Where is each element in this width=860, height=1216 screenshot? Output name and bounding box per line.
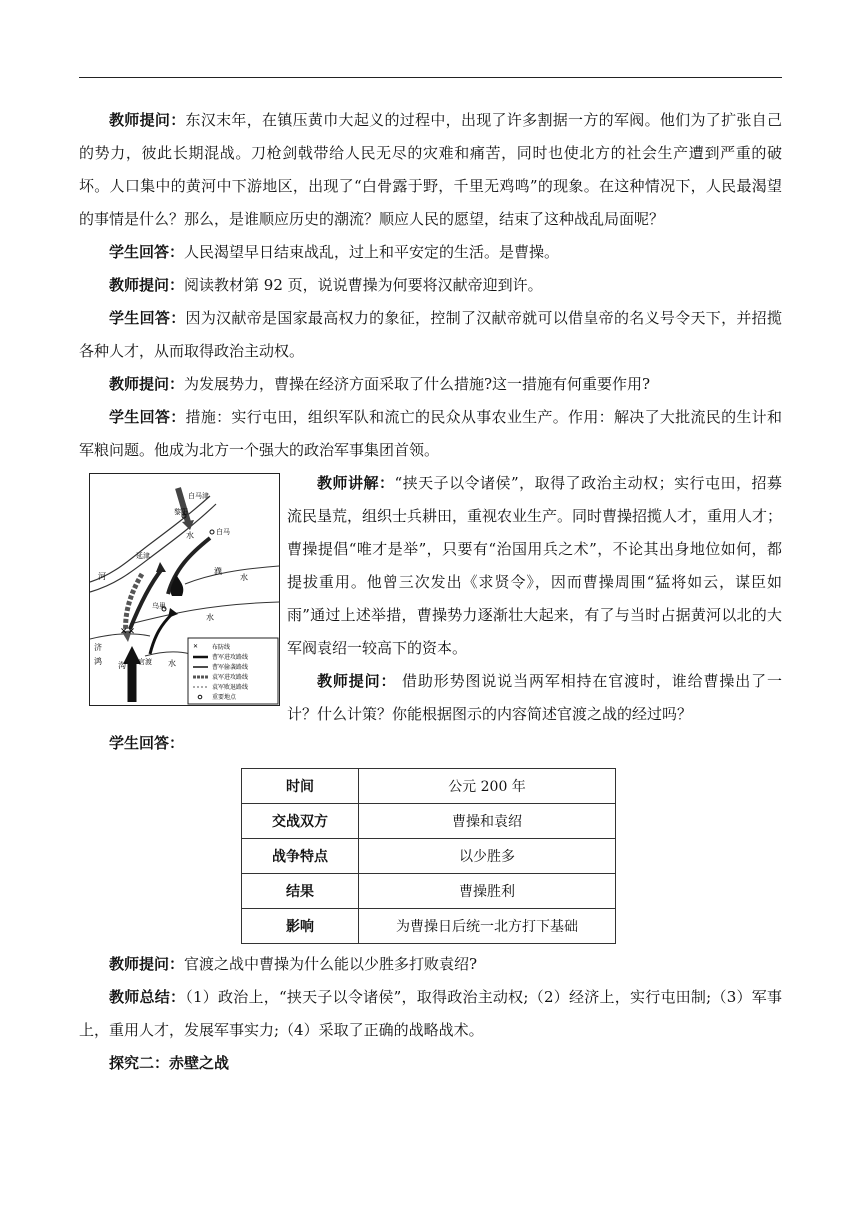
legend-item: 曹军偷袭路线 (212, 664, 249, 671)
guandu-battle-map (89, 473, 280, 706)
paragraph: 教师提问：为发展势力，曹操在经济方面采取了什么措施?这一措施有何重要作用? (109, 375, 651, 393)
paragraph: 学生回答：人民渴望早日结束战乱，过上和平安定的生活。是曹操。 (109, 243, 560, 261)
paragraph: 教师提问：阅读教材第 92 页，说说曹操为何要将汉献帝迎到许。 (109, 276, 543, 294)
battle-summary-table (241, 768, 616, 944)
legend-item: 袁军败退路线 (212, 684, 249, 691)
map-label: 白马津 (188, 492, 209, 500)
answer-label: 学生回答： (109, 734, 185, 752)
map-label: 乌巢 (152, 602, 166, 610)
figure-side-text (287, 467, 782, 731)
map-label: 河 (98, 572, 106, 581)
paragraph: 学生回答：措施：实行屯田，组织军队和流亡的民众从事农业生产。作用：解决了大批流民的生计和军粮问题。他成为北方一个强大的政治军事集团首领。 (79, 408, 782, 459)
legend-item: 曹军进攻路线 (212, 654, 249, 661)
paragraph: 教师讲解：“挟天子以令诸侯”，取得了政治主动权；实行屯田，招募流民垦荒，组织士兵耕田，重视农业生产。同时曹操招揽人才，重用人才；曹操提倡“唯才是举”，只要有“治国用兵之术”，不论其出身地位如何，都提拔重用。他曾三次发出《求贤令》，因而曹操周围“猛将如云，谋臣如雨”通过上述举措，曹操势力逐渐壮大起来，有了与当时占据黄河以北的大军阀袁绍一较高下的资本。 (287, 474, 783, 657)
map-label: 水 (186, 531, 194, 540)
table-row: 结果 曹操胜利 (242, 874, 616, 909)
map-label: 水 (240, 573, 248, 582)
map-label: 白马 (216, 528, 230, 536)
header-rule (79, 77, 782, 78)
map-label: 水 (168, 659, 176, 668)
paragraph: 教师提问：官渡之战中曹操为什么能以少胜多打败袁绍? (109, 955, 478, 973)
legend-item: 布防线 (212, 644, 231, 651)
paragraph: 学生回答：因为汉献帝是国家最高权力的象征，控制了汉献帝就可以借皇帝的名义号令天下，并招揽各种人才，从而取得政治主动权。 (79, 309, 782, 360)
legend-item: 重要地点 (212, 694, 237, 701)
map-label: 济 (94, 643, 102, 652)
table-row: 战争特点 以少胜多 (242, 839, 616, 874)
map-label: 延津 (136, 552, 150, 560)
table-row: 影响 为曹操日后统一北方打下基础 (242, 909, 616, 944)
map-label: 濮 (214, 567, 222, 576)
table-row: 交战双方 曹操和袁绍 (242, 804, 616, 839)
map-label: 水 (206, 613, 214, 622)
legend-item: 袁军进攻路线 (212, 674, 249, 681)
map-label: 鸿 (94, 657, 102, 666)
figure-section (79, 467, 782, 727)
svg-text:✕: ✕ (193, 643, 199, 650)
paragraph: 教师提问： 借助形势图说说当两军相持在官渡时，谁给曹操出了一计？什么计策？你能根据图示的内容简述官渡之战的经过吗？ (287, 672, 782, 723)
table-row: 时间 公元 200 年 (242, 769, 616, 804)
document-body (79, 104, 782, 1080)
map-label: 黎阳 (174, 508, 188, 516)
svg-text:✕✕: ✕✕ (120, 627, 136, 637)
paragraph: 教师总结：（1）政治上，“挟天子以令诸侯”，取得政治主动权;（2）经济上，实行屯田制;（3）军事上，重用人才，发展军事实力;（4）采取了正确的战略战术。 (79, 988, 782, 1039)
map-label: 沟 (118, 661, 126, 670)
section-heading: 探究二：赤壁之战 (109, 1054, 230, 1072)
map-label: 官渡 (138, 658, 152, 666)
paragraph: 教师提问：东汉末年，在镇压黄巾大起义的过程中，出现了许多割据一方的军阀。他们为了扩张自己的势力，彼此长期混战。刀枪剑戟带给人民无尽的灾难和痛苦，同时也使北方的社会生产遭到严重的破坏。人口集中的黄河中下游地区，出现了“白骨露于野，千里无鸡鸣”的现象。在这种情况下，人民最渴望的事情是什么？那么，是谁顺应历史的潮流？顺应人民的愿望，结束了这种战乱局面呢？ (79, 111, 782, 228)
